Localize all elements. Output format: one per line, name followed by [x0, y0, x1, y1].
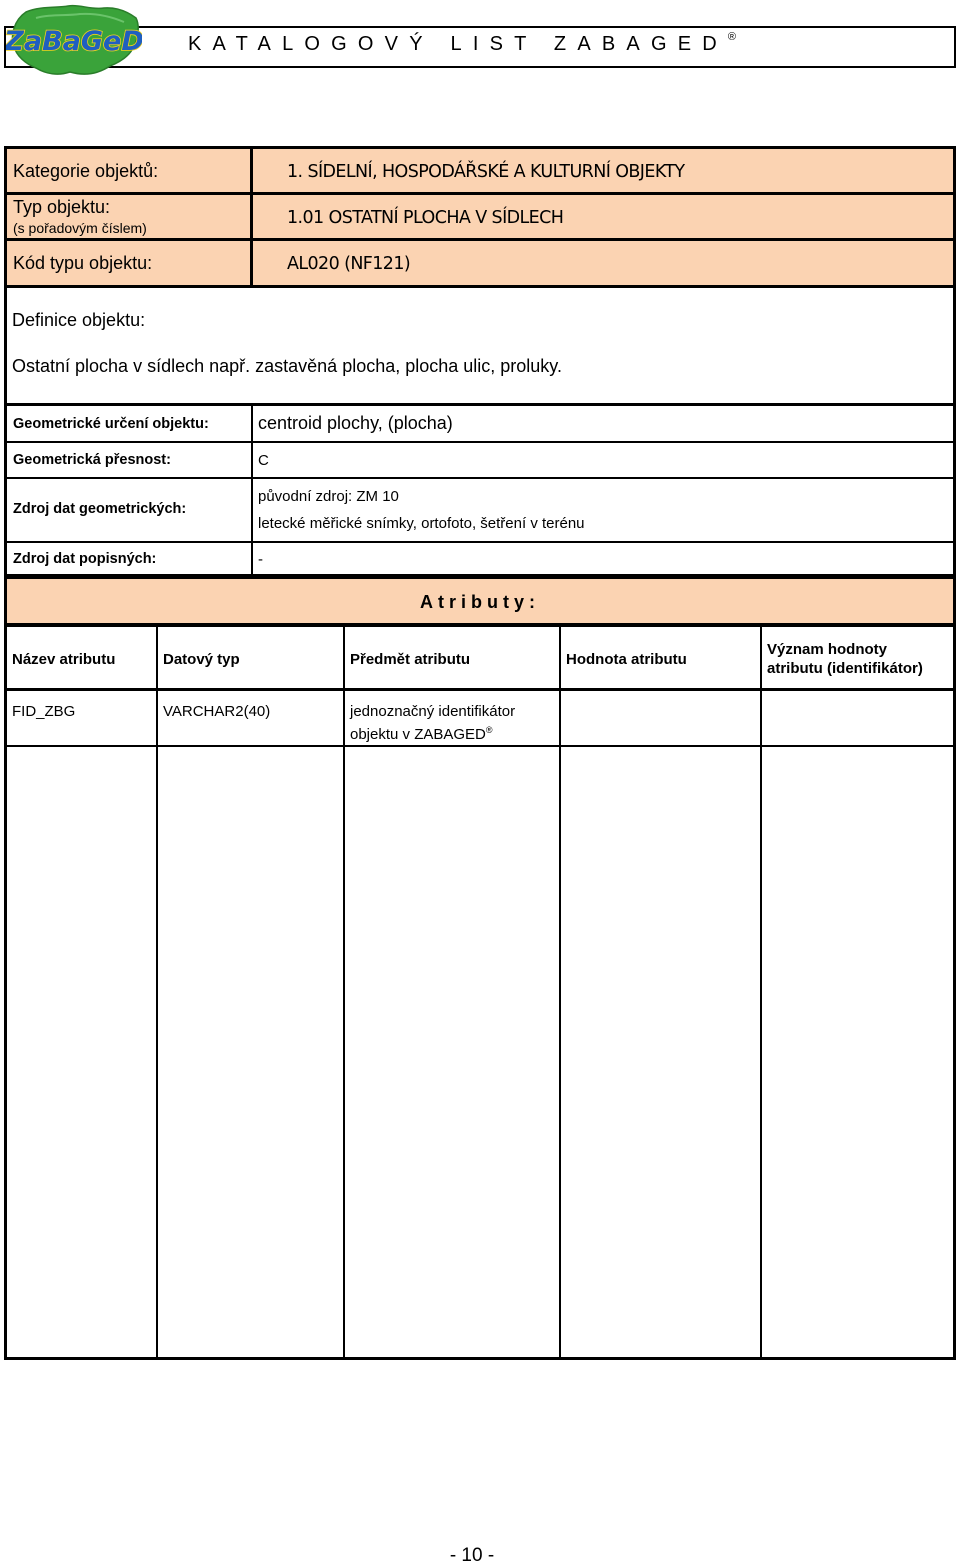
- column-header-datatype: Datový typ: [163, 651, 240, 668]
- divider: [7, 477, 953, 479]
- geometry-accuracy-label: Geometrická přesnost:: [13, 452, 171, 468]
- zabaged-logo: [6, 4, 142, 78]
- geometry-accuracy-value: C: [258, 452, 269, 469]
- divider: [250, 149, 253, 285]
- divider: [7, 745, 953, 747]
- document-title: [188, 33, 736, 56]
- column-header-meaning-line2: atributu (identifikátor): [767, 660, 923, 677]
- definition-block: [4, 286, 956, 406]
- logo-text: ZaBaGeD: [6, 26, 142, 57]
- geometry-definition-label: Geometrické určení objektu:: [13, 416, 209, 432]
- table-cell-subject-line2: [350, 721, 493, 744]
- category-label: Kategorie objektů:: [13, 161, 159, 181]
- divider: [7, 541, 953, 543]
- column-header-value: Hodnota atributu: [566, 651, 687, 668]
- divider: [343, 627, 345, 1357]
- geometry-definition-value: centroid plochy, (plocha): [258, 413, 453, 433]
- column-header-name: Název atributu: [12, 651, 116, 668]
- descriptive-source-value: -: [258, 551, 263, 568]
- category-value: 1. SÍDELNÍ, HOSPODÁŘSKÉ A KULTURNÍ OBJEKTY: [287, 162, 685, 182]
- divider: [7, 441, 953, 443]
- table-cell-datatype: VARCHAR2(40): [163, 703, 271, 720]
- geometric-source-line2: letecké měřické snímky, ortofoto, šetření v terénu: [258, 515, 585, 532]
- divider: [251, 406, 253, 574]
- page-number: - 10 -: [449, 1545, 495, 1566]
- type-code-label: Kód typu objektu:: [13, 253, 153, 273]
- document-title-text: KATALOGOVÝ LIST ZABAGED: [188, 33, 728, 55]
- attributes-table: [4, 624, 956, 1360]
- definition-label: Definice objektu:: [12, 310, 146, 330]
- divider: [7, 238, 953, 241]
- object-category-block: [4, 146, 956, 288]
- divider: [7, 688, 953, 691]
- registered-mark: ®: [485, 725, 493, 735]
- type-code-value: AL020 (NF121): [287, 254, 411, 274]
- registered-mark: ®: [727, 31, 737, 44]
- descriptive-source-label: Zdroj dat popisných:: [13, 551, 157, 567]
- table-cell-subject-line2-text: objektu v ZABAGED: [350, 726, 486, 743]
- divider: [7, 192, 953, 195]
- divider: [559, 627, 561, 1357]
- object-type-sublabel: (s pořadovým číslem): [13, 220, 147, 236]
- divider: [156, 627, 158, 1357]
- definition-text: Ostatní plocha v sídlech např. zastavěná plocha, plocha ulic, proluky.: [12, 356, 562, 376]
- object-type-value: 1.01 OSTATNÍ PLOCHA V SÍDLECH: [287, 208, 564, 228]
- geometric-source-line1: původní zdroj: ZM 10: [258, 488, 399, 505]
- column-header-meaning-line1: Význam hodnoty: [767, 641, 888, 658]
- attributes-title: Atributy:: [420, 592, 540, 612]
- geometric-source-label: Zdroj dat geometrických:: [13, 501, 187, 517]
- table-cell-name: FID_ZBG: [12, 703, 76, 720]
- geometry-table: [4, 403, 956, 577]
- column-header-subject: Předmět atributu: [350, 651, 471, 668]
- object-type-label: Typ objektu:: [13, 197, 111, 217]
- divider: [760, 627, 762, 1357]
- table-cell-subject-line1: jednoznačný identifikátor: [350, 703, 516, 720]
